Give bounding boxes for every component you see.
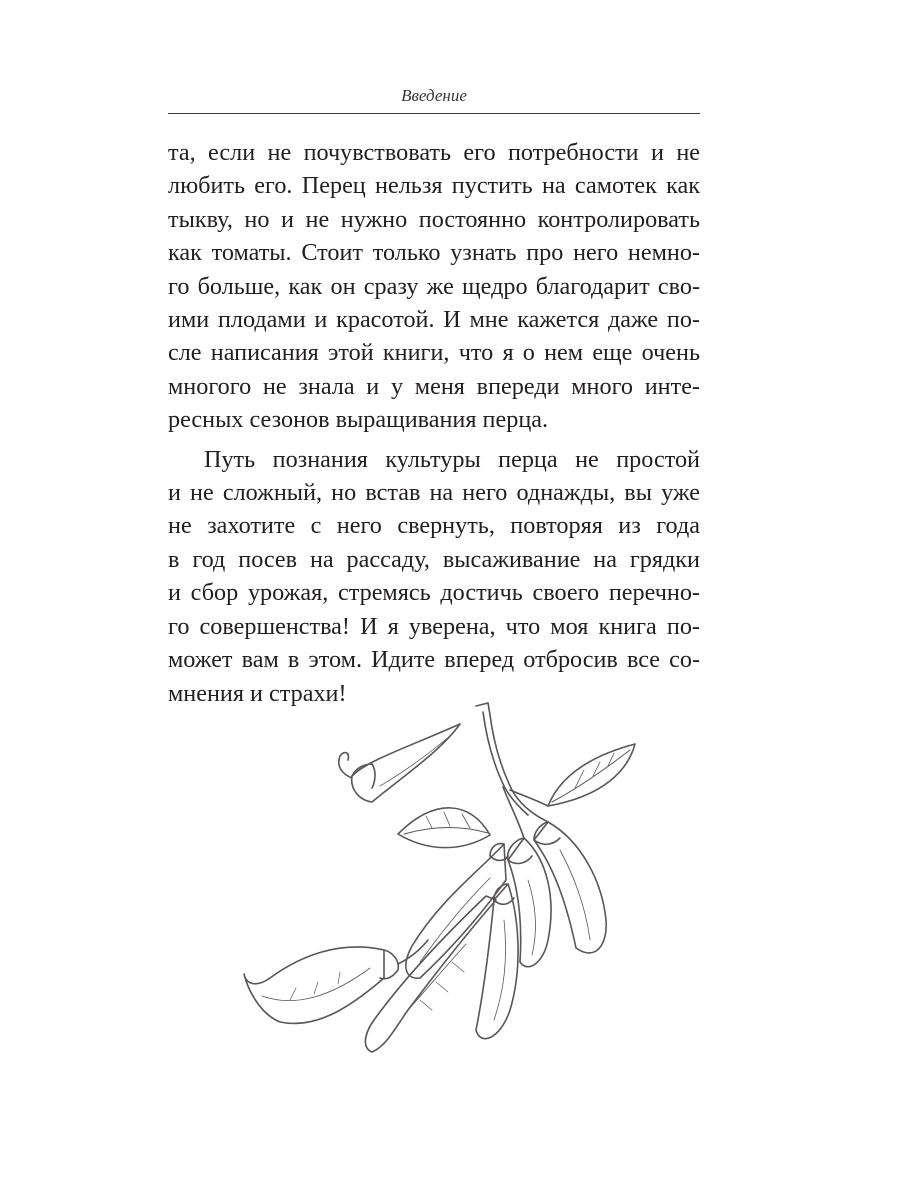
paragraph-2 [168,443,700,710]
text-line: та, если не почувствовать его потребности и не [168,139,700,166]
pepper [534,822,606,953]
text-line: может вам в этом. Идите вперед отбросив все со- [168,646,700,674]
text-line: и не сложный, но встав на него однажды, вы уже [168,479,700,507]
pepper [406,844,506,978]
text-line: многого не знала и у меня впереди много инте- [168,372,700,400]
pepper [352,724,460,802]
text-line: тыкву, но и не нужно постоянно контролировать [168,205,700,233]
paragraph-1 [168,136,700,437]
text-line: как томаты. Стоит только узнать про него немно- [168,239,700,267]
running-head-title: Введение [401,86,467,105]
text-line: ресных сезонов выращивания перца. [168,406,549,434]
text-line: ими плодами и красотой. И мне кажется даже по- [168,306,700,334]
chili-pepper-branch-illustration [230,690,650,1070]
text-line: не захотите с него свернуть, повторяя из года [168,512,700,540]
header-rule [168,113,700,114]
stem [483,712,528,815]
text-line: го совершенства! И я уверена, что моя книга по- [168,612,700,640]
text-line: и сбор урожая, стремясь достичь своего перечно- [168,579,700,607]
text-line: сле написания этой книги, что я о нем еще очень [168,339,700,367]
text-line: любить его. Перец нельзя пустить на самотек как [168,172,700,200]
body-text [168,136,700,710]
text-line: го больше, как он сразу же щедро благодарит сво- [168,272,700,300]
pepper [244,947,384,1024]
text-line: Путь познания культуры перца не простой [204,445,700,473]
text-line: мнения и страхи! [168,679,347,707]
text-line: в год посев на рассаду, высаживание на грядки [168,545,700,573]
stem [476,703,548,822]
pepper [476,884,518,1039]
